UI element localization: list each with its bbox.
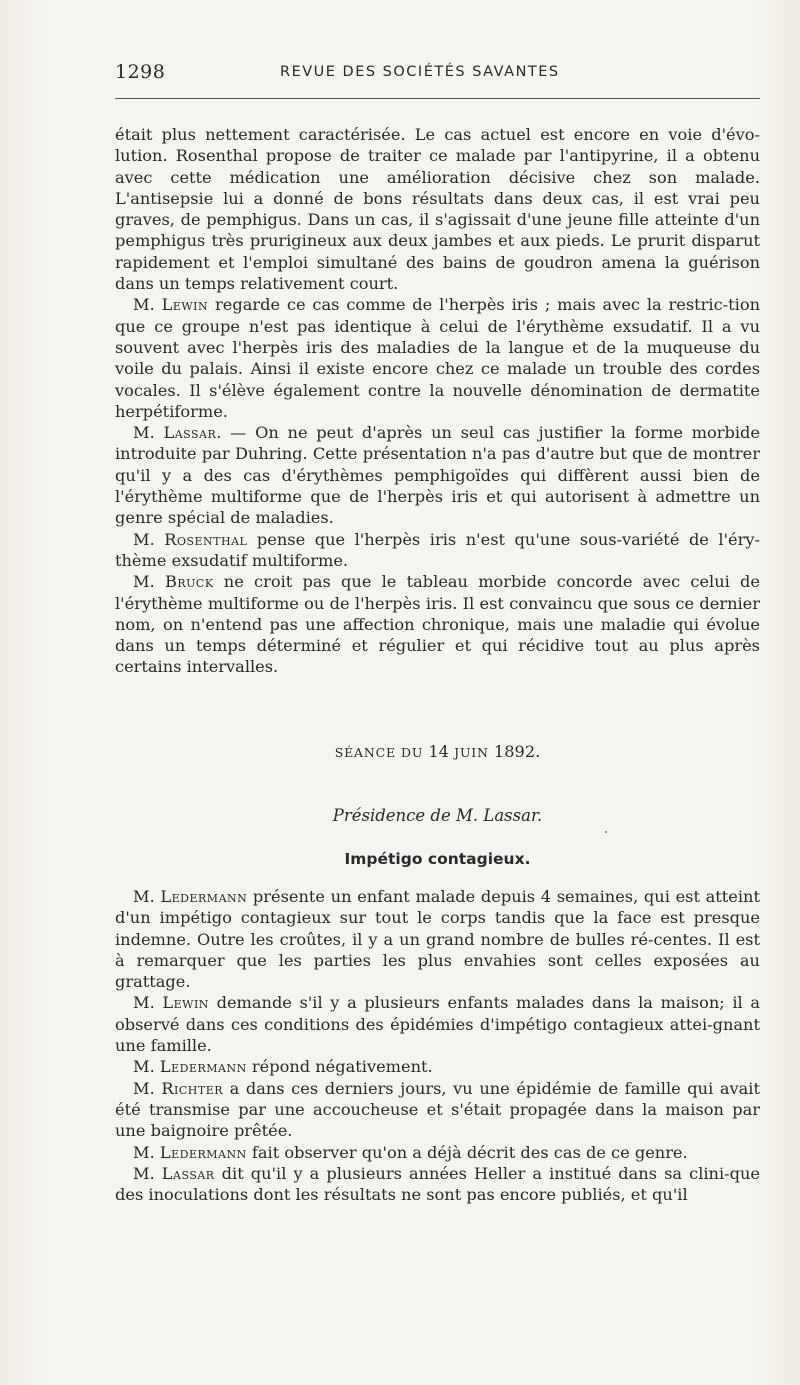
speaker-name: Lewin xyxy=(162,993,209,1013)
paragraph xyxy=(115,886,760,992)
speaker-name: Bruck xyxy=(164,572,214,592)
speaker-prefix: M. xyxy=(133,1057,160,1077)
speaker-prefix: M. xyxy=(133,529,165,549)
running-title: REVUE DES SOCIÉTÉS SAVANTES xyxy=(280,64,560,80)
speaker-name: Ledermann xyxy=(160,887,248,906)
paragraph-text: a dans ces derniers jours, vu une épidémie de famille qui avait été transmise par une accoucheuse et s'était propagée dans la maison par une baignoire prêtée. xyxy=(115,1078,760,1141)
paragraph-text: demande s'il y a plusieurs enfants malades dans la maison; il a observé dans ces conditions des épidémies d'impétigo contagieux attei-gnant une famille. xyxy=(115,993,760,1056)
paragraph xyxy=(115,124,760,294)
presidency-line: Présidence de M. Lassar. xyxy=(332,806,543,825)
paragraph xyxy=(115,1056,760,1077)
session-day: 14 xyxy=(428,742,449,761)
speaker-prefix: M. xyxy=(133,1142,160,1162)
speaker-prefix: M. xyxy=(133,1078,162,1098)
speaker-name: Rosenthal xyxy=(164,529,248,549)
print-speck xyxy=(605,831,607,833)
session-word: SÉANCE xyxy=(334,745,396,760)
paragraph xyxy=(115,529,760,572)
speaker-prefix: M. xyxy=(133,1163,162,1183)
speaker-prefix: M. xyxy=(133,423,164,443)
speaker-prefix: M. xyxy=(133,572,165,592)
paragraph-text: . — On ne peut d'après un seul cas justifier la forme morbide introduite par Duhring. Cette présentation n'a pas d'autre but que de montrer qu'il y a des cas d'érythèmes pemphigoïdes qui diffèrent aussi bien de l'érythème multiforme que de l'herpès iris et qui autorisent à admettre un genre spécial de maladies. xyxy=(115,423,760,528)
paragraph xyxy=(115,992,760,1056)
paragraph-text: pense que l'herpès iris n'est qu'une sous-variété de l'éry-thème exsudatif multiforme. xyxy=(115,529,760,570)
header-rule xyxy=(115,98,760,99)
paragraph-text: ne croit pas que le tableau morbide concorde avec celui de l'érythème multiforme ou de l'herpès iris. Il est convaincu que sous ce dernier nom, on n'entend pas une affection chronique, mais une maladie qui évolue dans un temps déterminé et régulier et qui récidive tout au plus après certains intervalles. xyxy=(115,572,760,677)
session-du: DU xyxy=(401,745,424,760)
speaker-prefix: M. xyxy=(133,993,163,1013)
speaker-prefix: M. xyxy=(133,887,161,906)
speaker-name: Richter xyxy=(161,1078,224,1098)
speaker-name: Ledermann xyxy=(159,1142,247,1162)
speaker-prefix: M. xyxy=(133,295,162,315)
paragraph xyxy=(115,1142,760,1163)
paragraph xyxy=(115,1163,760,1206)
section-title: Impétigo contagieux. xyxy=(344,850,531,868)
paragraph xyxy=(115,422,760,528)
paragraph xyxy=(115,1078,760,1142)
paragraph-text: était plus nettement caractérisée. Le cas actuel est encore en voie d'évo-lution. Rosenthal propose de traiter ce malade par l'antipyrine, il a obtenu avec cette médication une amélioration décisive chez son malade. L'antisepsie lui a donné de bons résultats dans deux cas, il est vrai peu graves, de pemphigus. Dans un cas, il s'agissait d'une jeune fille atteinte d'un pemphigus très prurigineux aux deux jambes et aux pieds. Le prurit disparut rapidement et l'emploi simultané des bains de goudron amena la guérison dans un temps relativement court. xyxy=(115,125,760,294)
speaker-name: Lewin xyxy=(161,295,209,315)
session-heading xyxy=(115,742,760,761)
speaker-name: Lassar xyxy=(161,1163,215,1183)
page-header xyxy=(115,61,760,91)
speaker-name: Ledermann xyxy=(159,1057,247,1077)
session-month: JUIN xyxy=(454,745,489,760)
paragraph xyxy=(115,571,760,677)
body-text-top xyxy=(115,124,760,678)
paragraph xyxy=(115,294,760,422)
paragraph-text: répond négativement. xyxy=(246,1057,433,1077)
speaker-name: Lassar xyxy=(163,423,217,443)
session-year: 1892. xyxy=(493,742,541,761)
paragraph-text: regarde ce cas comme de l'herpès iris ; mais avec la restric-tion que ce groupe n'est pas identique à celui de l'érythème exsudatif. Il a vu souvent avec l'herpès iris des maladies de la langue et de la muqueuse du voile du palais. Ainsi il existe encore chez ce malade un trouble des cordes vocales. Il s'élève également contre la nouvelle dénomination de dermatite herpétiforme. xyxy=(115,295,760,421)
body-text-bottom xyxy=(115,886,760,1205)
paragraph-text: dit qu'il y a plusieurs années Heller a institué dans sa clini-que des inoculations dont les résultats ne sont pas encore publiés, et qu'il xyxy=(115,1163,760,1205)
paragraph-text: fait observer qu'on a déjà décrit des cas de ce genre. xyxy=(246,1142,688,1162)
paragraph-text: présente un enfant malade depuis 4 semaines, qui est atteint d'un impétigo contagieux sur tout le corps tandis que la face est presque indemne. Outre les croûtes, il y a un grand nombre de bulles ré-centes. Il est à remarquer que les parties les plus envahies sont celles exposées au grattage. xyxy=(115,887,760,992)
page-number: 1298 xyxy=(115,61,166,83)
